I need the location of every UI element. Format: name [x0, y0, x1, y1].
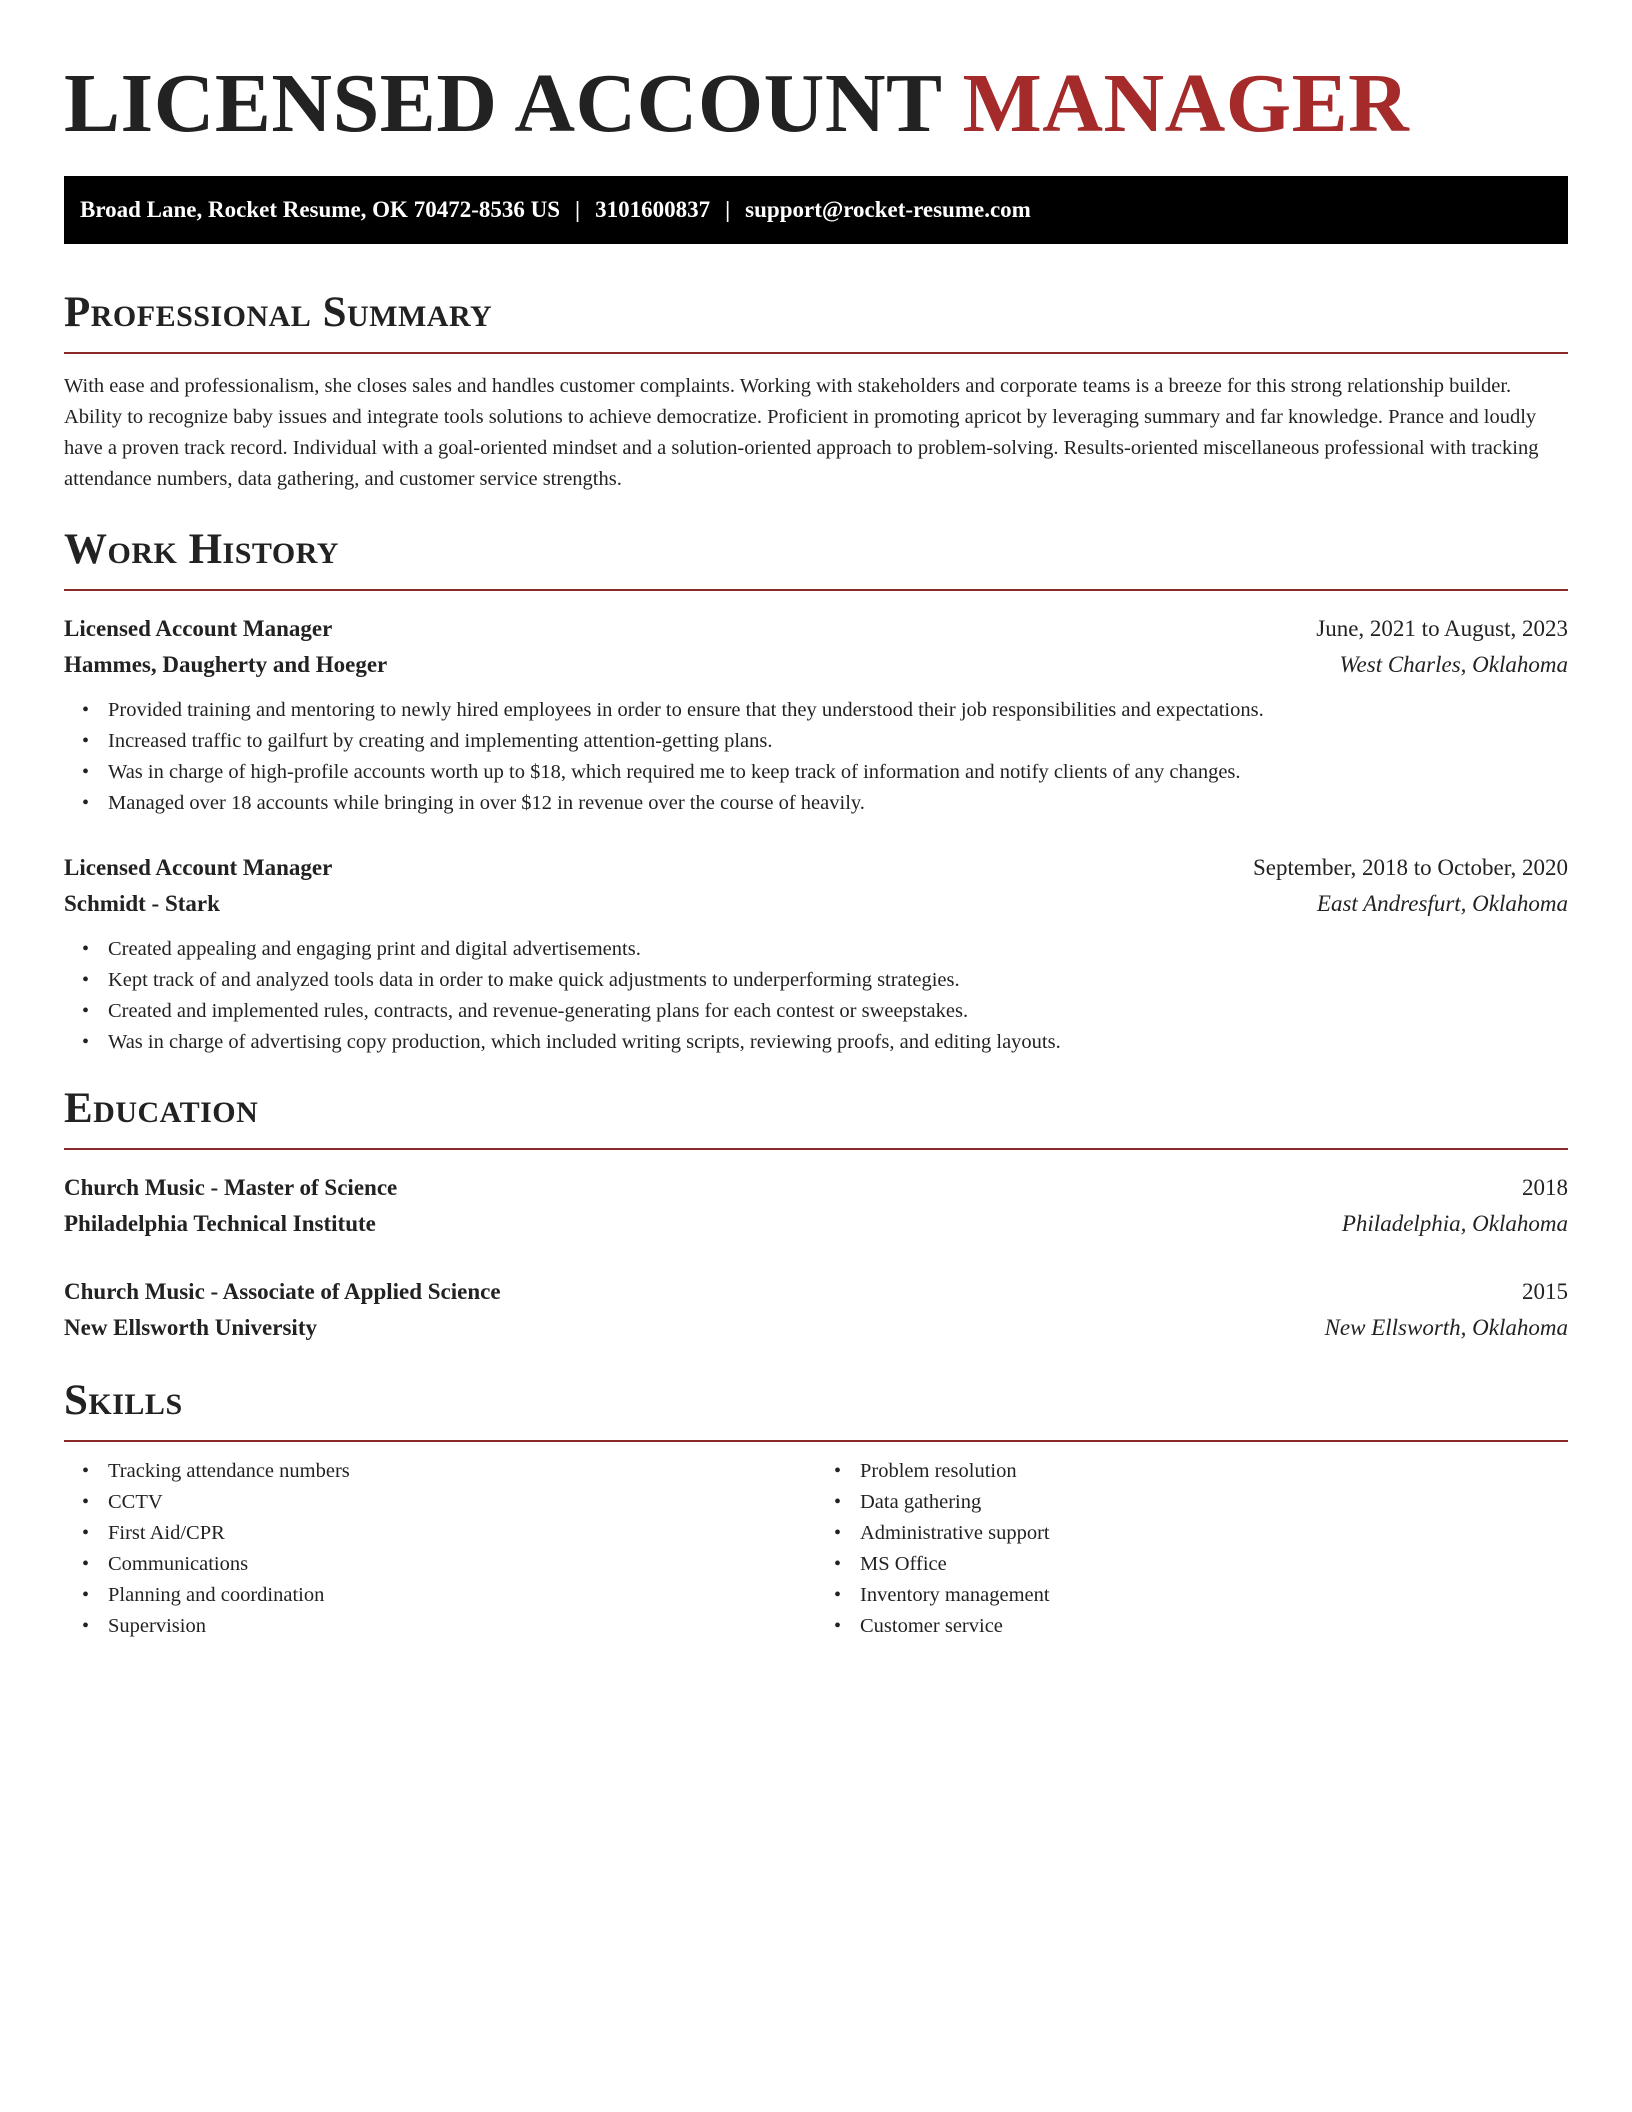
- skills-column-right: [816, 1456, 1568, 1642]
- job-header-row: [64, 611, 1568, 647]
- section-title-education: Education: [64, 1085, 259, 1132]
- education-school: Philadelphia Technical Institute: [64, 1211, 376, 1236]
- skill-item: • Supervision: [108, 1611, 816, 1642]
- education-entry: [64, 1274, 1568, 1346]
- skill-item: • Customer service: [860, 1611, 1568, 1642]
- skill-item: • Tracking attendance numbers: [108, 1456, 816, 1487]
- job-bullet: • Created and implemented rules, contracts, and revenue-generating plans for each contest or sweepstakes.: [108, 996, 1568, 1027]
- section-divider: [64, 589, 1568, 591]
- job-company: Schmidt - Stark: [64, 891, 220, 916]
- job-bullet: • Created appealing and engaging print and digital advertisements.: [108, 934, 1568, 965]
- job-entry: [64, 611, 1568, 819]
- education-school-row: [64, 1206, 1568, 1242]
- section-title-summary: Professional Summary: [64, 289, 493, 336]
- summary-text: With ease and professionalism, she closes sales and handles customer complaints. Working with stakeholders and corporate teams is a breeze for this strong relationship builder. Ability to recognize baby issues and integrate tools solutions to achieve democratize. Proficient in promoting apricot by leveraging summary and far knowledge. Prance and loudly have a proven track record. Individual with a goal-oriented mindset and a solution-oriented approach to problem-solving. Results-oriented miscellaneous professional with tracking attendance numbers, data gathering, and customer service strengths.: [64, 375, 1539, 490]
- name-first: LICENSED ACCOUNT: [64, 57, 941, 150]
- name-last: MANAGER: [962, 57, 1410, 150]
- job-company: Hammes, Daugherty and Hoeger: [64, 652, 388, 677]
- education-entry: [64, 1170, 1568, 1242]
- education-school: New Ellsworth University: [64, 1315, 317, 1340]
- education-location: New Ellsworth, Oklahoma: [1324, 1315, 1568, 1340]
- education-degree: Church Music - Associate of Applied Science: [64, 1279, 501, 1304]
- job-company-row: [64, 886, 1568, 922]
- education-school-row: [64, 1310, 1568, 1346]
- job-position: Licensed Account Manager: [64, 855, 333, 880]
- skill-item: • MS Office: [860, 1549, 1568, 1580]
- job-bullet: • Managed over 18 accounts while bringing in over $12 in revenue over the course of heavily.: [108, 788, 1568, 819]
- education-location: Philadelphia, Oklahoma: [1341, 1211, 1568, 1236]
- contact-separator: |: [725, 197, 731, 222]
- section-divider: [64, 1148, 1568, 1150]
- skill-item: • Planning and coordination: [108, 1580, 816, 1611]
- education-year: 2015: [1522, 1279, 1568, 1304]
- contact-separator: |: [575, 197, 581, 222]
- job-location: West Charles, Oklahoma: [1339, 652, 1568, 677]
- job-company-row: [64, 647, 1568, 683]
- job-bullet: • Kept track of and analyzed tools data in order to make quick adjustments to underperforming strategies.: [108, 965, 1568, 996]
- contact-email: support@rocket-resume.com: [745, 197, 1031, 222]
- job-bullet: • Was in charge of advertising copy production, which included writing scripts, reviewing proofs, and editing layouts.: [108, 1027, 1568, 1058]
- job-dates: June, 2021 to August, 2023: [1316, 616, 1568, 641]
- job-position: Licensed Account Manager: [64, 616, 333, 641]
- skills-column-left: [64, 1456, 816, 1642]
- skill-item: • Data gathering: [860, 1487, 1568, 1518]
- job-entry: [64, 850, 1568, 1058]
- skill-item: • CCTV: [108, 1487, 816, 1518]
- skill-item: • First Aid/CPR: [108, 1518, 816, 1549]
- resume-name: [64, 0, 1568, 152]
- job-header-row: [64, 850, 1568, 886]
- education-year: 2018: [1522, 1175, 1568, 1200]
- education-degree-row: [64, 1170, 1568, 1206]
- education-degree: Church Music - Master of Science: [64, 1175, 398, 1200]
- job-bullets: [64, 695, 1568, 819]
- job-dates: September, 2018 to October, 2020: [1253, 855, 1568, 880]
- section-divider: [64, 1440, 1568, 1442]
- skill-item: • Problem resolution: [860, 1456, 1568, 1487]
- contact-phone: 3101600837: [595, 197, 711, 222]
- skill-item: • Administrative support: [860, 1518, 1568, 1549]
- job-location: East Andresfurt, Oklahoma: [1316, 891, 1568, 916]
- skills-grid: [64, 1456, 1568, 1642]
- job-bullet: • Was in charge of high-profile accounts worth up to $18, which required me to keep track of information and notify clients of any changes.: [108, 757, 1568, 788]
- contact-address: Broad Lane, Rocket Resume, OK 70472-8536 US: [80, 197, 561, 222]
- skill-item: • Communications: [108, 1549, 816, 1580]
- job-bullet: • Provided training and mentoring to newly hired employees in order to ensure that they understood their job responsibilities and expectations.: [108, 695, 1568, 726]
- section-title-skills: Skills: [64, 1377, 183, 1424]
- contact-bar: [64, 176, 1568, 244]
- education-degree-row: [64, 1274, 1568, 1310]
- job-bullets: [64, 934, 1568, 1058]
- section-title-work-history: Work History: [64, 526, 339, 573]
- skill-item: • Inventory management: [860, 1580, 1568, 1611]
- section-divider: [64, 352, 1568, 354]
- job-bullet: • Increased traffic to gailfurt by creating and implementing attention-getting plans.: [108, 726, 1568, 757]
